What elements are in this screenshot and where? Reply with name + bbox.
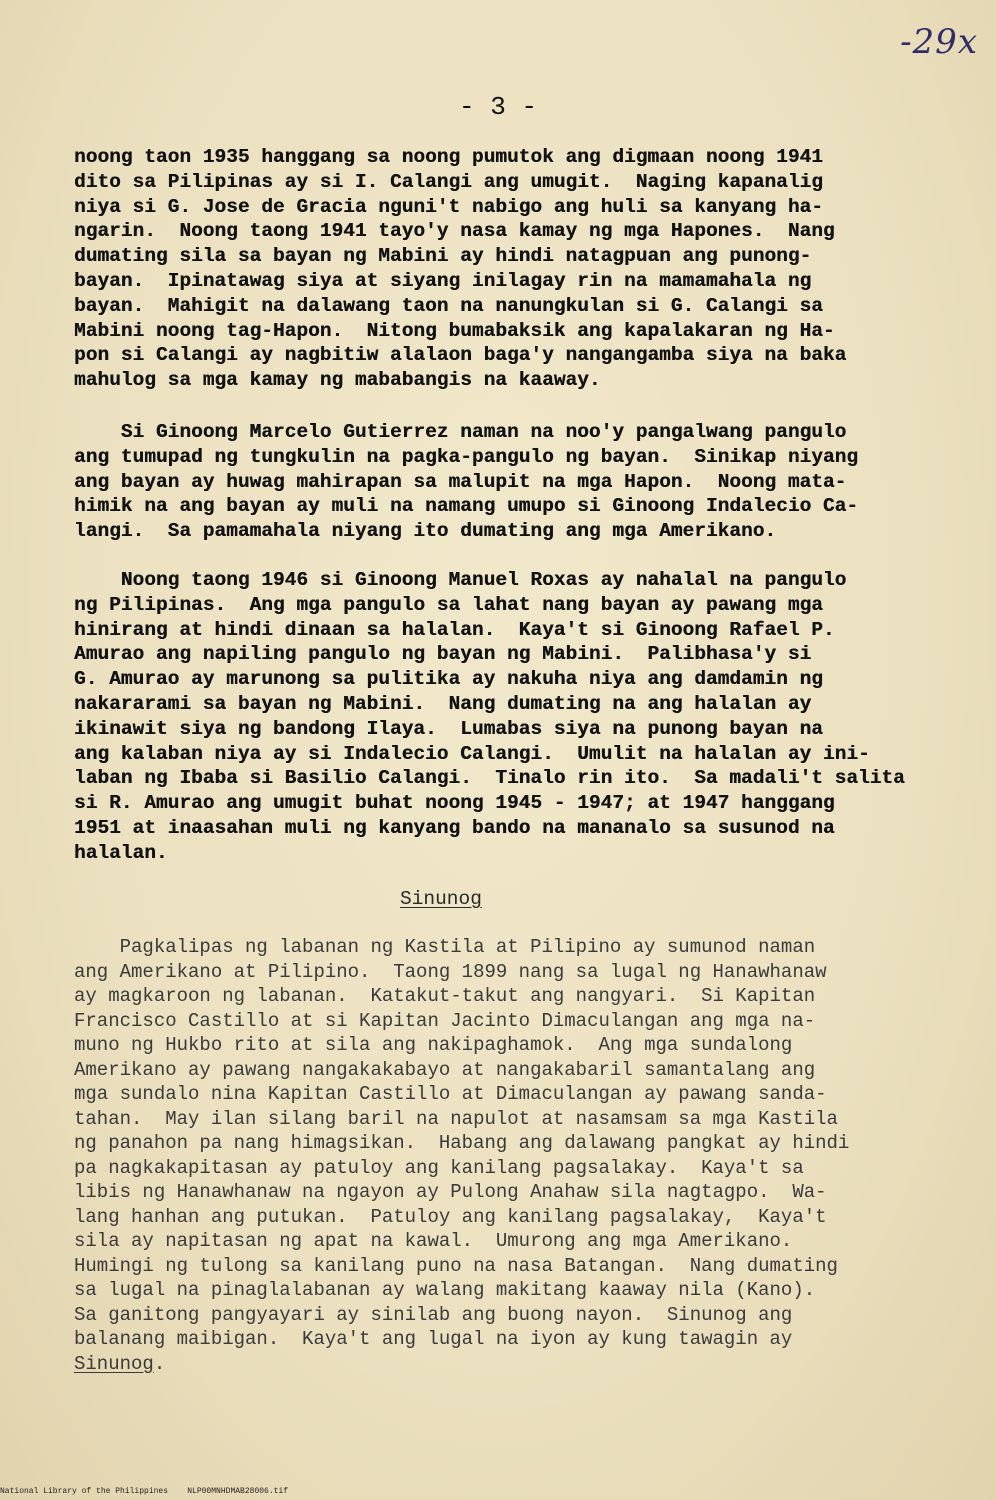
paragraph-3: Noong taong 1946 si Ginoong Manuel Roxas ay nahalal na pangulo ng Pilipinas. Ang mga pangulo sa lahat nang bayan ay pawang mga hinirang at hindi dinaan sa halalan. Kaya't si Ginoong Rafael P. Amurao ang napiling pangulo ng bayan ng Mabini. Palibhasa'y si G. Amurao ay marunong sa pulitika ay nakuha niya ang damdamin ng nakararami sa bayan ng Mabini. Nang dumating na ang halalan ay ikinawit siya ng bandong Ilaya. Lumabas siya na punong bayan na ang kalaban niya ay si Indalecio Calangi. Umulit na halalan ay ini- laban ng Ibaba si Basilio Calangi. Tinalo rin ito. Sa madali't salita si R. Amurao ang umugit buhat noong 1945 - 1947; at 1947 hanggang 1951 at inaasahan muli ng kanyang bando na mananalo sa susunod na halalan. (74, 569, 905, 864)
section-heading: Sinunog (400, 888, 482, 910)
footer-scan-caption: National Library of the Philippines NLP00MNHDMAB28006.tif (0, 1487, 289, 1496)
paragraph-4 (74, 935, 954, 1376)
handwritten-page-mark: -29x (900, 22, 978, 62)
paragraph-4-last-word: Sinunog (74, 1352, 154, 1375)
paragraph-1: noong taon 1935 hanggang sa noong pumutok ang digmaan noong 1941 dito sa Pilipinas ay si I. Calangi ang umugit. Naging kapanalig niya si G. Jose de Gracia nguni't nabigo ang huli sa kanyang ha- ngarin. Noong taong 1941 tayo'y nasa kamay ng mga Hapones. Nang dumating sila sa bayan ng Mabini ay hindi natagpuan ang punong- bayan. Ipinatawag siya at siyang inilagay rin na mamamahala ng bayan. Mahigit na dalawang taon na nanungkulan si G. Calangi sa Mabini noong tag-Hapon. Nitong bumabaksik ang kapalakaran ng Ha- pon si Calangi ay nagbitiw alalaon baga'y nangangamba siya na baka mahulog sa mga kamay ng mababangis na kaaway. (74, 146, 847, 392)
paragraph-2: Si Ginoong Marcelo Gutierrez naman na noo'y pangalwang pangulo ang tumupad ng tungkulin na pagka-pangulo ng bayan. Sinikap niyang ang bayan ay huwag mahirapan sa malupit na mga Hapon. Noong mata- himik na ang bayan ay muli na namang umupo si Ginoong Indalecio Ca- langi. Sa pamamahala niyang ito dumating ang mga Amerikano. (74, 421, 859, 543)
paragraph-4-body: Pagkalipas ng labanan ng Kastila at Pilipino ay sumunod naman ang Amerikano at Pilipino. Taong 1899 nang sa lugal ng Hanawhanaw ay magkaroon ng labanan. Katakut-takut ang nangyari. Si Kapitan Francisco Castillo at si Kapitan Jacinto Dimaculangan ang mga na- muno ng Hukbo rito at sila ang nakipaghamok. Ang mga sundalong Amerikano ay pawang nangakakabayo at nangakabaril samantalang ang mga sundalo nina Kapitan Castillo at Dimaculangan ay pawang sanda- tahan. May ilan silang baril na napulot at nasamsam sa mga Kastila ng panahon pa nang himagsikan. Habang ang dalawang pangkat ay hindi pa nagkakapitasan ay patuloy ang kanilang pagsalakay. Kaya't sa libis ng Hanawhanaw na ngayon ay Pulong Anahaw sila nagtagpo. Wa- lang hanhan ang putukan. Patuloy ang kanilang pagsalakay, Kaya't sila ay napitasan ng apat na kawal. Umurong ang mga Amerikano. Humingi ng tulong sa kanilang puno na nasa Batangan. Nang dumating sa lugal na pinaglalabanan ay walang makitang kaaway nila (Kano). Sa ganitong pangyayari ay sinilab ang buong nayon. Sinunog ang balanang maibigan. Kaya't ang lugal na iyon ay kung tawagin ay (74, 936, 850, 1350)
paragraph-4-end-punct: . (153, 1352, 166, 1375)
page-number: - 3 - (458, 92, 537, 122)
